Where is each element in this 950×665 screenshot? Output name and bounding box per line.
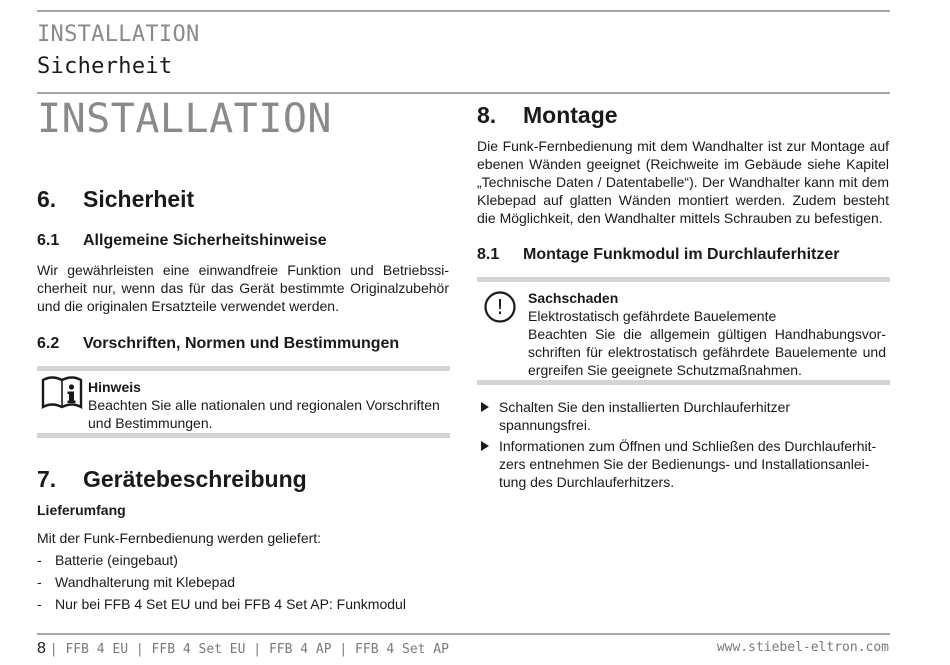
triangle-bullet-icon (481, 402, 489, 412)
subsection-number: 6.2 (37, 335, 60, 352)
website-url: www.stiebel-eltron.com (716, 640, 889, 655)
warning-subtitle: Elektrostatisch gefährdete Bauelemente (528, 308, 777, 324)
subsection-number: 8.1 (477, 246, 500, 263)
hint-text: Hinweis Beachten Sie alle nationalen und regionalen Vorschriften und Bestimmungen. (88, 378, 450, 432)
warning-text: Sachschaden Elektrostatisch gefährdete Bauelemente Beachten Sie die allgemein gültigen Handhabungsvor- schriften für elektrostatisch gefährdete Bauelemente und ergreifen Sie geeignete Schutzmaßnahmen. (528, 290, 886, 378)
subsection-number: 6.1 (37, 232, 60, 249)
warning-circle-icon (484, 291, 516, 323)
hint-notice (37, 366, 450, 440)
header-rule (37, 92, 890, 94)
triangle-bullet-icon (481, 441, 489, 451)
notice-bottom-bar (37, 433, 450, 438)
page-title: INSTALLATION (37, 96, 332, 142)
delivery-subheading: Lieferumfang (37, 502, 126, 518)
subsection-title: Allgemeine Sicherheitshinweise (83, 232, 327, 249)
delivery-list: - Batterie (eingebaut) - Wandhalterung mit Klebepad - Nur bei FFB 4 Set EU und bei FFB 4 Set AP: Funkmodul (37, 552, 406, 612)
book-info-icon (41, 376, 83, 410)
notice-top-bar (37, 366, 450, 371)
top-rule (37, 10, 890, 12)
subsection-title: Vorschriften, Normen und Bestimmungen (83, 335, 400, 352)
warning-title: Sachschaden (528, 290, 619, 306)
section-number: 7. (37, 466, 57, 492)
section-number: 8. (477, 102, 497, 128)
hint-title: Hinweis (88, 379, 141, 395)
footer-left (37, 640, 449, 658)
page-number: 8 (37, 640, 46, 657)
warning-bottom-bar (477, 380, 890, 385)
warning-top-bar (477, 277, 890, 282)
section-title: Gerätebeschreibung (83, 466, 307, 492)
running-header-chapter: INSTALLATION (37, 22, 200, 47)
running-header-section: Sicherheit (37, 54, 173, 79)
delivery-intro: Mit der Funk-Fernbedienung werden geliefert: (37, 530, 322, 546)
section-number: 6. (37, 186, 57, 212)
subsection-title: Montage Funkmodul im Durchlauferhitzer (523, 246, 840, 263)
step-item: Schalten Sie den installierten Durchlauferhitzer spannungsfrei. (481, 398, 890, 434)
property-damage-warning (477, 277, 890, 387)
footer-rule (37, 633, 890, 635)
section-8-paragraph: Die Funk-Fernbedienung mit dem Wandhalter ist zur Montage auf ebenen Wänden geeignet (Reichweite im Gebäude siehe Kapitel „Technische Daten / Datentabelle“). Der Wandhalter kann mit dem Klebepad auf glatten Wänden montiert werden. Zudem besteht die Möglichkeit, den Wandhalter mittels Schrauben zu befestigen. (477, 138, 889, 226)
section-6-1-paragraph: Wir gewährleisten eine einwandfreie Funktion und Betriebssi- cherheit nur, wenn das für das Gerät bestimmte Originalzubehör und die originalen Ersatzteile verwendet werden. (37, 262, 449, 314)
svg-text:!: ! (495, 295, 505, 319)
model-list: | FFB 4 EU | FFB 4 Set EU | FFB 4 AP | FFB 4 Set AP (49, 642, 449, 657)
section-title: Sicherheit (83, 186, 195, 212)
step-item: Informationen zum Öffnen und Schließen des Durchlauferhit- zers entnehmen Sie der Bedienungs- und Installationsanlei- tung des Durchlauferhitzers. (481, 437, 890, 491)
section-title: Montage (523, 102, 618, 128)
